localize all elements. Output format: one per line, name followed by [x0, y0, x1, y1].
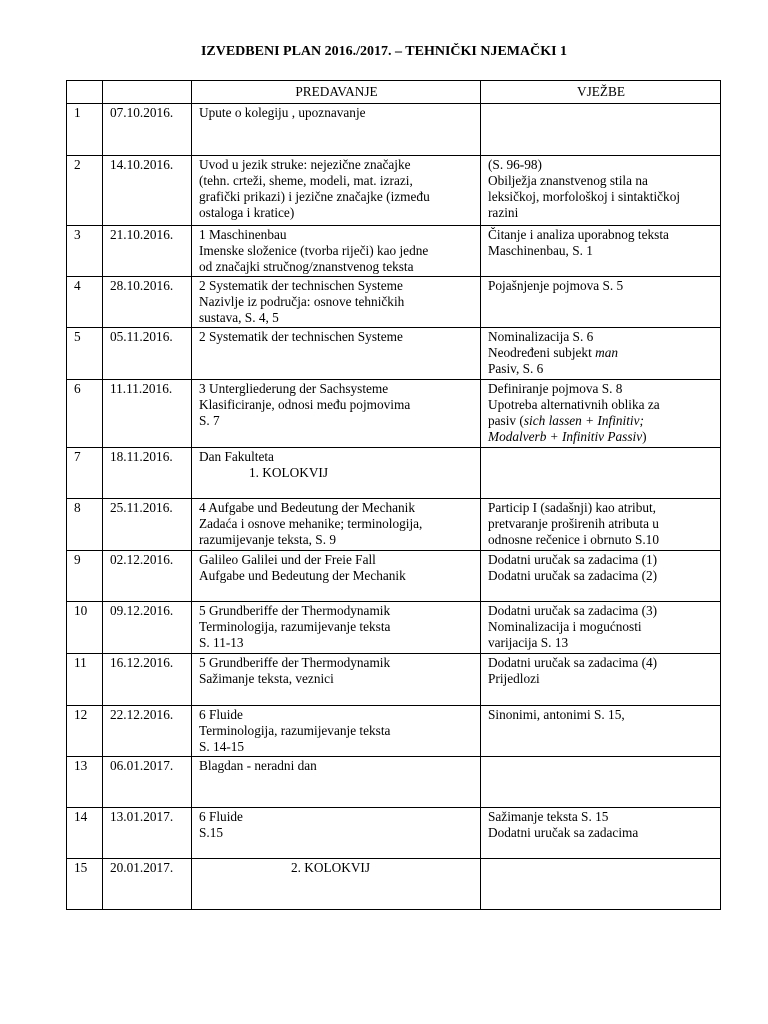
table-row: [67, 551, 721, 602]
table-row: [67, 277, 721, 328]
exercise-text: Neodređeni subjekt: [488, 345, 596, 360]
lecture-cell: [192, 859, 481, 910]
lecture-line: 3 Untergliederung der Sachsysteme: [199, 381, 389, 396]
exercise-cell: [481, 706, 721, 757]
exercise-line: Sažimanje teksta S. 15: [488, 809, 609, 824]
lecture-line: 2 Systematik der technischen Systeme: [199, 329, 403, 344]
exercise-line: razini: [488, 205, 519, 220]
lecture-cell: [192, 757, 481, 808]
lecture-line: Aufgabe und Bedeutung der Mechanik: [199, 568, 406, 583]
lecture-line: Sažimanje teksta, veznici: [199, 671, 334, 686]
exercise-cell: [481, 104, 721, 156]
row-date: 18.11.2016.: [103, 448, 192, 499]
lecture-line: Imenske složenice (tvorba riječi) kao jedne: [199, 243, 429, 258]
kolokvij-label: 2. KOLOKVIJ: [291, 860, 371, 875]
table-row: [67, 226, 721, 277]
document-title: IZVEDBENI PLAN 2016./2017. – TEHNIČKI NJEMAČKI 1: [200, 44, 568, 59]
lecture-cell: [192, 808, 481, 859]
lecture-line: Uvod u jezik struke: nejezične značajke: [199, 157, 411, 172]
row-number: 12: [67, 706, 103, 757]
exercise-cell: [481, 499, 721, 551]
row-number: 8: [67, 499, 103, 551]
lecture-line: Blagdan - neradni dan: [199, 758, 317, 773]
exercise-line: [488, 429, 714, 445]
lecture-line: 5 Grundberiffe der Thermodynamik: [199, 603, 391, 618]
row-number: 4: [67, 277, 103, 328]
exercise-line: Dodatni uručak sa zadacima (2): [488, 568, 658, 583]
exercise-emphasis: man: [595, 345, 618, 360]
exercise-cell: [481, 602, 721, 654]
row-number: 11: [67, 654, 103, 706]
table-row: [67, 859, 721, 910]
table-row: [67, 499, 721, 551]
row-date: 06.01.2017.: [103, 757, 192, 808]
row-number: 1: [67, 104, 103, 156]
exercise-line: Čitanje i analiza uporabnog teksta: [488, 227, 669, 242]
exercise-line: Upotreba alternativnih oblika za: [488, 397, 660, 412]
exercise-line: Maschinenbau, S. 1: [488, 243, 593, 258]
row-date: 28.10.2016.: [103, 277, 192, 328]
lecture-cell: [192, 654, 481, 706]
table-row: [67, 104, 721, 156]
lecture-line: 6 Fluide: [199, 809, 243, 824]
row-number: 9: [67, 551, 103, 602]
row-date: 09.12.2016.: [103, 602, 192, 654]
lecture-line: 2 Systematik der technischen Systeme: [199, 278, 403, 293]
lecture-line: 1 Maschinenbau: [199, 227, 287, 242]
lecture-line: grafički prikazi) i jezične značajke (između: [199, 189, 430, 204]
exercise-line: Prijedlozi: [488, 671, 540, 686]
exercise-line: leksičkoj, morfološkoj i sintaktičkoj: [488, 189, 681, 204]
row-date: 20.01.2017.: [103, 859, 192, 910]
exercise-line: (S. 96-98): [488, 157, 542, 172]
exercise-line: [488, 413, 714, 429]
table-row: [67, 602, 721, 654]
exercise-text: pasiv (: [488, 413, 524, 428]
exercise-line: Dodatni uručak sa zadacima (3): [488, 603, 658, 618]
row-date: 13.01.2017.: [103, 808, 192, 859]
exercise-line: Obilježja znanstvenog stila na: [488, 173, 648, 188]
exercise-line: Nominalizacija i mogućnosti: [488, 619, 642, 634]
lecture-line: od značajki stručnog/znanstvenog teksta: [199, 259, 414, 274]
lecture-line: S. 11-13: [199, 635, 244, 650]
table-row: [67, 757, 721, 808]
table-row: [67, 156, 721, 226]
row-date: 07.10.2016.: [103, 104, 192, 156]
exercise-emphasis: sich lassen + Infinitiv;: [523, 413, 644, 428]
exercise-cell: [481, 226, 721, 277]
row-number: 15: [67, 859, 103, 910]
lecture-cell: [192, 602, 481, 654]
exercise-cell: [481, 654, 721, 706]
header-lecture: PREDAVANJE: [192, 81, 481, 104]
lecture-line: Terminologija, razumijevanje teksta: [199, 619, 391, 634]
lecture-line: S.15: [199, 825, 224, 840]
lecture-cell: [192, 380, 481, 448]
exercise-line: Pojašnjenje pojmova S. 5: [488, 278, 624, 293]
lecture-cell: [192, 226, 481, 277]
exercise-emphasis: Modalverb + Infinitiv Passiv: [488, 429, 643, 444]
table-row: [67, 328, 721, 380]
exercise-cell: [481, 156, 721, 226]
lecture-line: sustava, S. 4, 5: [199, 310, 279, 325]
header-exercise: VJEŽBE: [481, 81, 721, 104]
exercise-line: Nominalizacija S. 6: [488, 329, 594, 344]
lecture-cell: [192, 551, 481, 602]
exercise-line: varijacija S. 13: [488, 635, 569, 650]
exercise-line: Dodatni uručak sa zadacima (1): [488, 552, 658, 567]
lecture-line: S. 7: [199, 413, 220, 428]
lecture-line: ostaloga i kratice): [199, 205, 295, 220]
exercise-line: pretvaranje proširenih atributa u: [488, 516, 659, 531]
exercise-line: [488, 345, 714, 361]
exercise-line: Sinonimi, antonimi S. 15,: [488, 707, 625, 722]
lecture-line: 4 Aufgabe und Bedeutung der Mechanik: [199, 500, 416, 515]
lecture-line: Nazivlje iz područja: osnove tehničkih: [199, 294, 405, 309]
row-number: 6: [67, 380, 103, 448]
row-date: 05.11.2016.: [103, 328, 192, 380]
lecture-cell: [192, 499, 481, 551]
header-date: [103, 81, 192, 104]
exercise-cell: [481, 859, 721, 910]
exercise-cell: [481, 328, 721, 380]
exercise-cell: [481, 551, 721, 602]
lecture-line: Dan Fakulteta: [199, 449, 274, 464]
row-number: 2: [67, 156, 103, 226]
lecture-cell: [192, 277, 481, 328]
plan-table: [66, 80, 721, 910]
exercise-text: ): [642, 429, 647, 444]
lecture-line: 6 Fluide: [199, 707, 243, 722]
row-number: 7: [67, 448, 103, 499]
table-row: [67, 654, 721, 706]
lecture-line: 5 Grundberiffe der Thermodynamik: [199, 655, 391, 670]
lecture-line: Klasificiranje, odnosi među pojmovima: [199, 397, 411, 412]
row-number: 5: [67, 328, 103, 380]
header-num: [67, 81, 103, 104]
row-number: 14: [67, 808, 103, 859]
lecture-line: Galileo Galilei und der Freie Fall: [199, 552, 376, 567]
lecture-cell: [192, 706, 481, 757]
lecture-line: razumijevanje teksta, S. 9: [199, 532, 336, 547]
exercise-cell: [481, 277, 721, 328]
exercise-cell: [481, 380, 721, 448]
row-number: 3: [67, 226, 103, 277]
exercise-cell: [481, 808, 721, 859]
row-date: 21.10.2016.: [103, 226, 192, 277]
exercise-line: Definiranje pojmova S. 8: [488, 381, 623, 396]
row-date: 11.11.2016.: [103, 380, 192, 448]
exercise-line: Particip I (sadašnji) kao atribut,: [488, 500, 657, 515]
row-date: 16.12.2016.: [103, 654, 192, 706]
row-date: 22.12.2016.: [103, 706, 192, 757]
table-row: [67, 448, 721, 499]
row-number: 10: [67, 602, 103, 654]
kolokvij-label: 1. KOLOKVIJ: [249, 465, 329, 480]
lecture-line: S. 14-15: [199, 739, 245, 754]
lecture-line: Zadaća i osnove mehanike; terminologija,: [199, 516, 423, 531]
table-row: [67, 380, 721, 448]
lecture-cell: [192, 156, 481, 226]
lecture-cell: [192, 328, 481, 380]
lecture-line: Upute o kolegiju , upoznavanje: [199, 105, 366, 120]
exercise-line: Dodatni uručak sa zadacima: [488, 825, 639, 840]
exercise-cell: [481, 448, 721, 499]
row-date: 25.11.2016.: [103, 499, 192, 551]
header-row: [67, 81, 721, 104]
row-number: 13: [67, 757, 103, 808]
exercise-line: odnosne rečenice i obrnuto S.10: [488, 532, 659, 547]
lecture-cell: [192, 104, 481, 156]
exercise-line: Pasiv, S. 6: [488, 361, 544, 376]
exercise-cell: [481, 757, 721, 808]
table-row: [67, 808, 721, 859]
lecture-line: Terminologija, razumijevanje teksta: [199, 723, 391, 738]
exercise-line: Dodatni uručak sa zadacima (4): [488, 655, 658, 670]
lecture-line: (tehn. crteži, sheme, modeli, mat. izrazi,: [199, 173, 413, 188]
lecture-cell: [192, 448, 481, 499]
row-date: 14.10.2016.: [103, 156, 192, 226]
table-row: [67, 706, 721, 757]
row-date: 02.12.2016.: [103, 551, 192, 602]
